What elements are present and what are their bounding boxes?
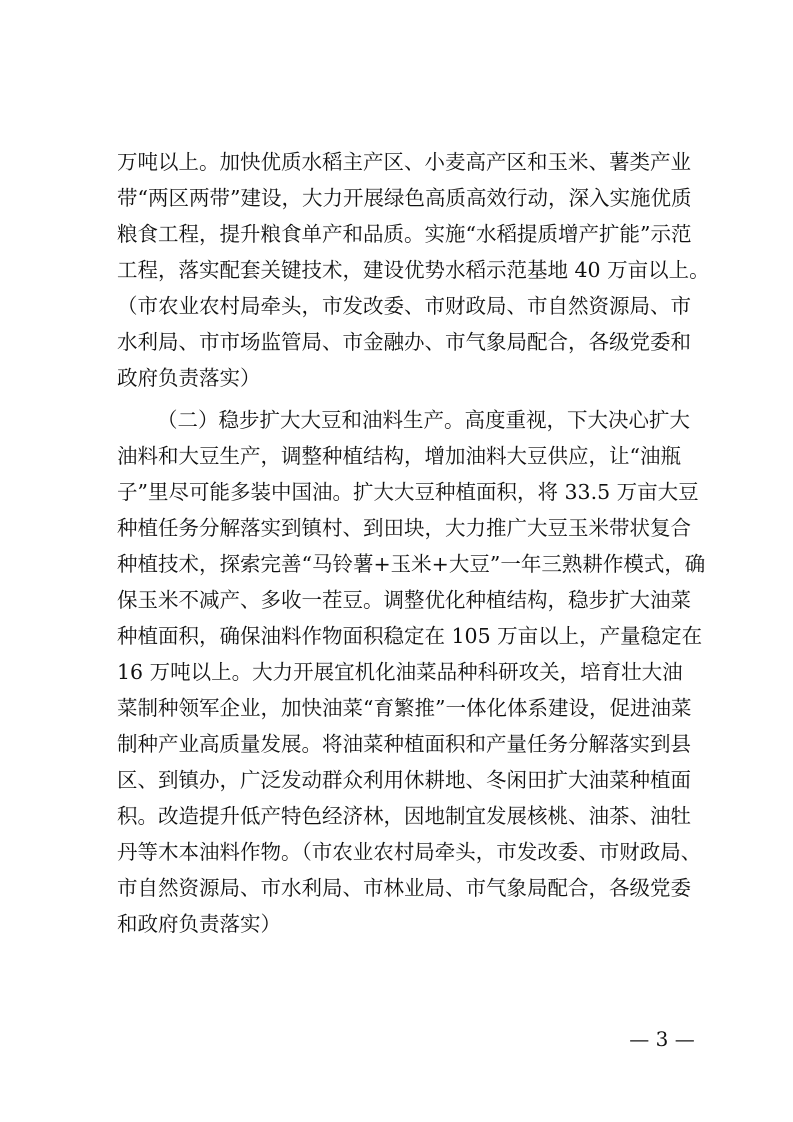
body-line-9: 油料和大豆生产，调整种植结构，增加油料大豆供应，让“油瓶 — [117, 444, 681, 468]
body-line-21: 市自然资源局、市水利局、市林业局、市气象局配合，各级党委 — [117, 876, 691, 900]
body-line-3: 粮食工程，提升粮食单产和品质。实施“水稻提质增产扩能”示范 — [117, 222, 692, 246]
body-line-10: 子”里尽可能多装中国油。扩大大豆种植面积，将 33.5 万亩大豆 — [117, 480, 699, 504]
body-line-6: 水利局、市市场监管局、市金融办、市气象局配合，各级党委和 — [117, 330, 691, 354]
body-line-1: 万吨以上。加快优质水稻主产区、小麦高产区和玉米、薯类产业 — [117, 150, 691, 174]
body-line-13: 保玉米不减产、多收一茬豆。调整优化种植结构，稳步扩大油菜 — [117, 588, 691, 612]
body-line-12: 种植技术，探索完善“马铃薯+玉米+大豆”一年三熟耕作模式，确 — [117, 552, 706, 576]
page-number: — 3 — — [629, 1027, 695, 1051]
body-line-11: 种植任务分解落实到镇村、到田块，大力推广大豆玉米带状复合 — [117, 516, 691, 540]
section-heading-line: （二）稳步扩大大豆和油料生产。高度重视，下大决心扩大 — [157, 408, 690, 432]
body-line-14: 种植面积，确保油料作物面积稳定在 105 万亩以上，产量稳定在 — [117, 624, 703, 648]
body-line-17: 制种产业高质量发展。将油菜种植面积和产量任务分解落实到县 — [117, 732, 691, 756]
body-line-22: 和政府负责落实） — [117, 912, 281, 936]
body-line-4: 工程，落实配套关键技术，建设优势水稻示范基地 40 万亩以上。 — [117, 258, 710, 282]
body-line-18: 区、到镇办，广泛发动群众利用休耕地、冬闲田扩大油菜种植面 — [117, 768, 691, 792]
body-line-19: 积。改造提升低产特色经济林，因地制宜发展核桃、油茶、油牡 — [117, 804, 691, 828]
body-line-5: （市农业农村局牵头，市发改委、市财政局、市自然资源局、市 — [117, 294, 691, 318]
body-line-20: 丹等木本油料作物。（市农业农村局牵头，市发改委、市财政局、 — [117, 840, 702, 864]
body-line-16: 菜制种领军企业，加快油菜“育繁推”一体化体系建设，促进油菜 — [117, 696, 692, 720]
body-line-7: 政府负责落实） — [117, 366, 261, 390]
body-line-2: 带“两区两带”建设，大力开展绿色高质高效行动，深入实施优质 — [117, 186, 692, 210]
body-line-15: 16 万吨以上。大力开展宜机化油菜品种科研攻关，培育壮大油 — [117, 660, 683, 684]
